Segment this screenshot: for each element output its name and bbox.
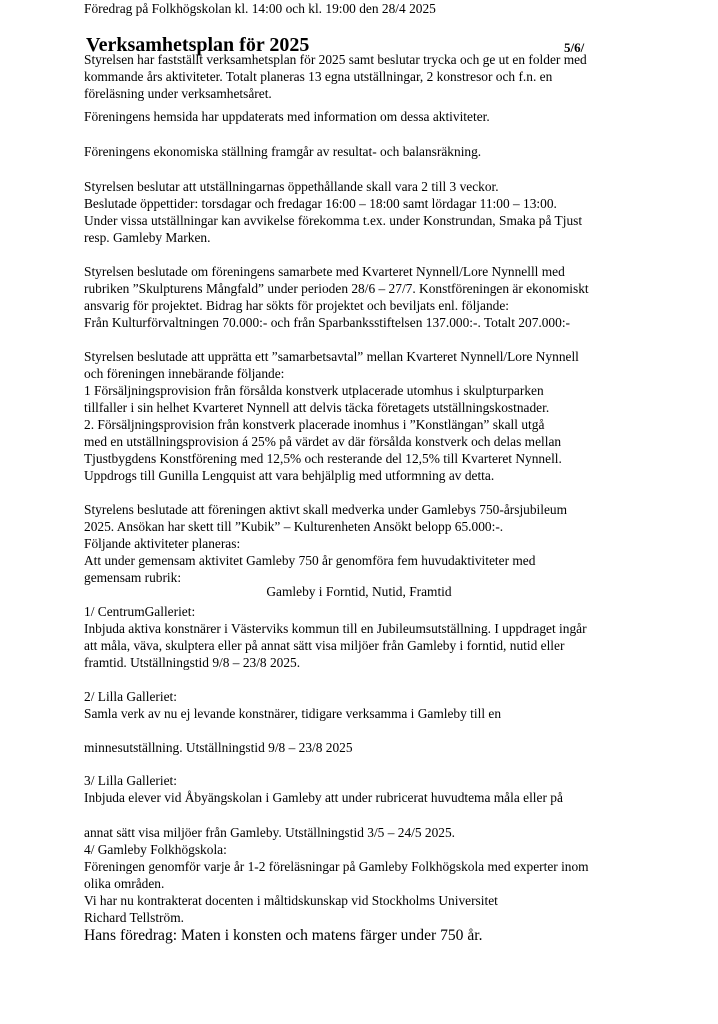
text-line: föreläsning under verksamhetsåret. (84, 86, 272, 101)
text-line: Tjustbygdens Konstförening med 12,5% och resterande del 12,5% till Kvarteret Nynnell. (84, 451, 562, 466)
text-line: att måla, väva, skulptera eller på annat sätt visa miljöer från Gamleby i forntid, nutid eller (84, 638, 565, 653)
text-line: Att under gemensam aktivitet Gamleby 750 år genomföra fem huvudaktiviteter med (84, 553, 536, 568)
text-line: 2/ Lilla Galleriet: (84, 689, 177, 704)
text-line: Styrelsen beslutade om föreningens samarbete med Kvarteret Nynnell/Lore Nynnelll med (84, 264, 565, 279)
text-line: rubriken ”Skulpturens Mångfald” under perioden 28/6 – 27/7. Konstföreningen är ekonomiskt (84, 281, 589, 296)
text-line: tillfaller i sin helhet Kvarteret Nynnell att delvis täcka företagets utställningskostnader. (84, 400, 550, 415)
text-line: framtid. Utställningstid 9/8 – 23/8 2025. (84, 655, 301, 670)
text-line: Föreningens hemsida har uppdaterats med information om dessa aktiviteter. (84, 109, 490, 124)
text-line: 4/ Gamleby Folkhögskola: (84, 842, 227, 857)
text-line: Styrelsen beslutade att upprätta ett ”samarbetsavtal” mellan Kvarteret Nynnell/Lore Nynnell (84, 349, 579, 364)
text-line: Gamleby i Forntid, Nutid, Framtid (266, 584, 452, 599)
text-line: Styrelsen har fastställt verksamhetsplan för 2025 samt beslutar trycka och ge ut en folder med (84, 52, 587, 67)
text-line: Samla verk av nu ej levande konstnärer, tidigare verksamma i Gamleby till en (84, 706, 502, 721)
text-line: Beslutade öppettider: torsdagar och fredagar 16:00 – 18:00 samt lördagar 11:00 – 13:00. (84, 196, 557, 211)
text-line: Föreningen genomför varje år 1-2 föreläsningar på Gamleby Folkhögskola med experter inom (84, 859, 589, 874)
text-line: 1 Försäljningsprovision från försålda konstverk utplacerade utomhus i skulpturparken (84, 383, 544, 398)
text-line: Uppdrogs till Gunilla Lengquist att vara behjälplig med utformning av detta. (84, 468, 495, 483)
text-line: olika områden. (84, 876, 165, 891)
text-line: Hans föredrag: Maten i konsten och matens färger under 750 år. (84, 927, 483, 944)
text-line: Inbjuda aktiva konstnärer i Västerviks kommun till en Jubileumsutställning. I uppdraget ingår (84, 621, 587, 636)
text-line: 1/ CentrumGalleriet: (84, 604, 196, 619)
text-line: Styrelens beslutade att föreningen aktivt skall medverka under Gamlebys 750-årsjubileum (84, 502, 568, 517)
text-line: kommande års aktiviteter. Totalt planeras 13 egna utställningar, 2 konstresor och f.n. en (84, 69, 553, 84)
text-line: 2. Försäljningsprovision från konstverk placerade inomhus i ”Konstlängan” skall utgå (84, 417, 545, 432)
text-line: Styrelsen beslutar att utställningarnas öppethållande skall vara 2 till 3 veckor. (84, 179, 499, 194)
text-line: med en utställningsprovision á 25% på värdet av där försålda konstverk och delas mellan (84, 434, 562, 449)
text-line: Inbjuda elever vid Åbyängskolan i Gamleby att under rubricerat huvudtema måla eller på (84, 790, 563, 805)
text-line: resp. Gamleby Marken. (84, 230, 211, 245)
text-line: Föreningens ekonomiska ställning framgår av resultat- och balansräkning. (84, 144, 482, 159)
page-title: Verksamhetsplan för 2025 (86, 34, 310, 56)
text-line: 2025. Ansökan har skett till ”Kubik” – Kulturenheten Ansökt belopp 65.000:-. (84, 519, 504, 534)
text-line: gemensam rubrik: (84, 570, 182, 585)
text-line: och föreningen innebärande följande: (84, 366, 285, 381)
text-line: Vi har nu kontrakterat docenten i måltidskunskap vid Stockholms Universitet (84, 893, 498, 908)
text-line: Föredrag på Folkhögskolan kl. 14:00 och kl. 19:00 den 28/4 2025 (84, 1, 436, 16)
page-number: 5/6/ (564, 40, 585, 55)
text-line: Från Kulturförvaltningen 70.000:- och från Sparbanksstiftelsen 137.000:-. Totalt 207.000:- (84, 315, 570, 330)
text-line: Under vissa utställningar kan avvikelse förekomma t.ex. under Konstrundan, Smaka på Tjust (84, 213, 583, 228)
text-line: Richard Tellström. (84, 910, 184, 925)
text-line: minnesutställning. Utställningstid 9/8 – 23/8 2025 (84, 740, 353, 755)
text-line: annat sätt visa miljöer från Gamleby. Utställningstid 3/5 – 24/5 2025. (84, 825, 456, 840)
text-line: Följande aktiviteter planeras: (84, 536, 241, 551)
text-line: 3/ Lilla Galleriet: (84, 773, 177, 788)
text-line: ansvarig för projektet. Bidrag har sökts för projektet och beviljats enl. följande: (84, 298, 510, 313)
